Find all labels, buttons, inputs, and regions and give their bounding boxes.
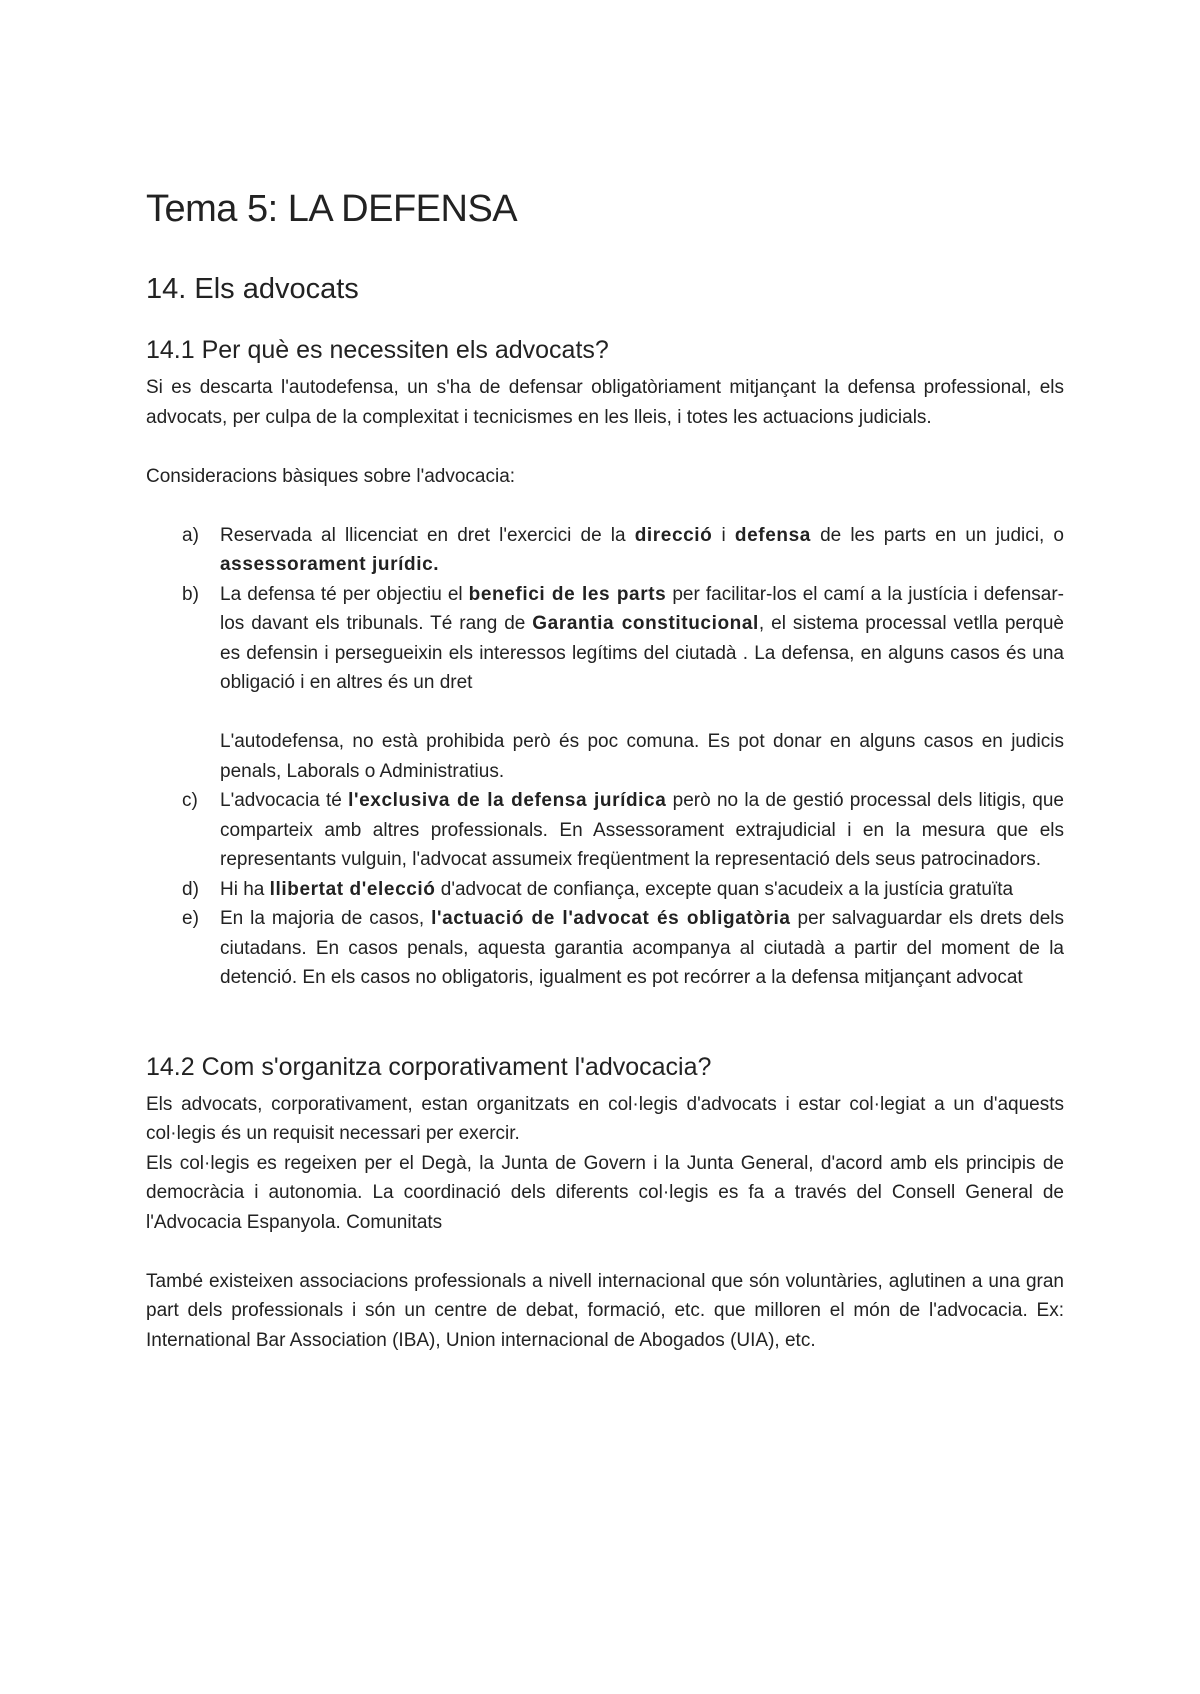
list-item-a: a) Reservada al llicenciat en dret l'exercici de la direcció i defensa de les parts en un judici, o assessorament jurídic. [182, 524, 1064, 575]
paragraph: Si es descarta l'autodefensa, un s'ha de defensar obligatòriament mitjançant la defensa professional, els advocats, per culpa de la complexitat i tecnicismes en les lleis, i totes les actuacions judicials. [146, 377, 1064, 428]
list-item-e: e) En la majoria de casos, l'actuació de l'advocat és obligatòria per salvaguardar els drets dels ciutadans. En casos penals, aquesta garantia acompanya al ciutadà a partir del moment de la detenció. En els casos no obligatoris, igualment es pot recórrer a la defensa mitjançant advocat [182, 908, 1064, 988]
paragraph: Els col·legis es regeixen per el Degà, la Junta de Govern i la Junta General, d'acord amb els principis de democràcia i autonomia. La coordinació dels diferents col·legis es fa a través del Consell General de l'Advocacia Espanyola. Comunitats [146, 1152, 1064, 1233]
list-item-d: d) Hi ha llibertat d'elecció d'advocat de confiança, excepte quan s'acudeix a la justícia gratuïta [182, 878, 1014, 900]
list-intro: Consideracions bàsiques sobre l'advocacia: [146, 465, 516, 487]
list-item-b: b) La defensa té per objectiu el benefici de les parts per facilitar-los el camí a la justícia i defensar-los davant els tribunals. Té rang de Garantia constitucional, el sistema processal vetlla perquè es defensin i persegueixin els interessos legítims del ciutadà . La defensa, en alguns casos és una obligació i en altres és un dret L'autodefensa, no està prohibida però és poc comuna. Es pot donar en alguns casos en judicis penals, Laborals o Administratius. [182, 583, 1064, 782]
document-page [146, 170, 1064, 1355]
list-item-c: c) L'advocacia té l'exclusiva de la defensa jurídica però no la de gestió processal dels litigis, que comparteix amb altres professionals. En Assessorament extrajudicial i en la mesura que els representants vulguin, l'advocat assumeix freqüentment la representació dels seus patrocinadors. [182, 790, 1064, 870]
paragraph: Els advocats, corporativament, estan organitzats en col·legis d'advocats i estar col·legiat a un d'aquests col·legis és un requisit necessari per exercir. [146, 1093, 1064, 1144]
considerations-list [146, 521, 1064, 993]
document-title: Tema 5: LA DEFENSA [146, 188, 518, 230]
section-heading-14-2: 14.2 Com s'organitza corporativament l'advocacia? [146, 1052, 712, 1081]
paragraph: També existeixen associacions professionals a nivell internacional que són voluntàries, aglutinen a una gran part dels professionals i són un centre de debat, formació, etc. que milloren el món de l'advocacia. Ex: International Bar Association (IBA), Union internacional de Abogados (UIA), etc. [146, 1270, 1064, 1351]
section-heading-14-1: 14.1 Per què es necessiten els advocats? [146, 336, 609, 364]
chapter-heading: 14. Els advocats [146, 273, 359, 305]
